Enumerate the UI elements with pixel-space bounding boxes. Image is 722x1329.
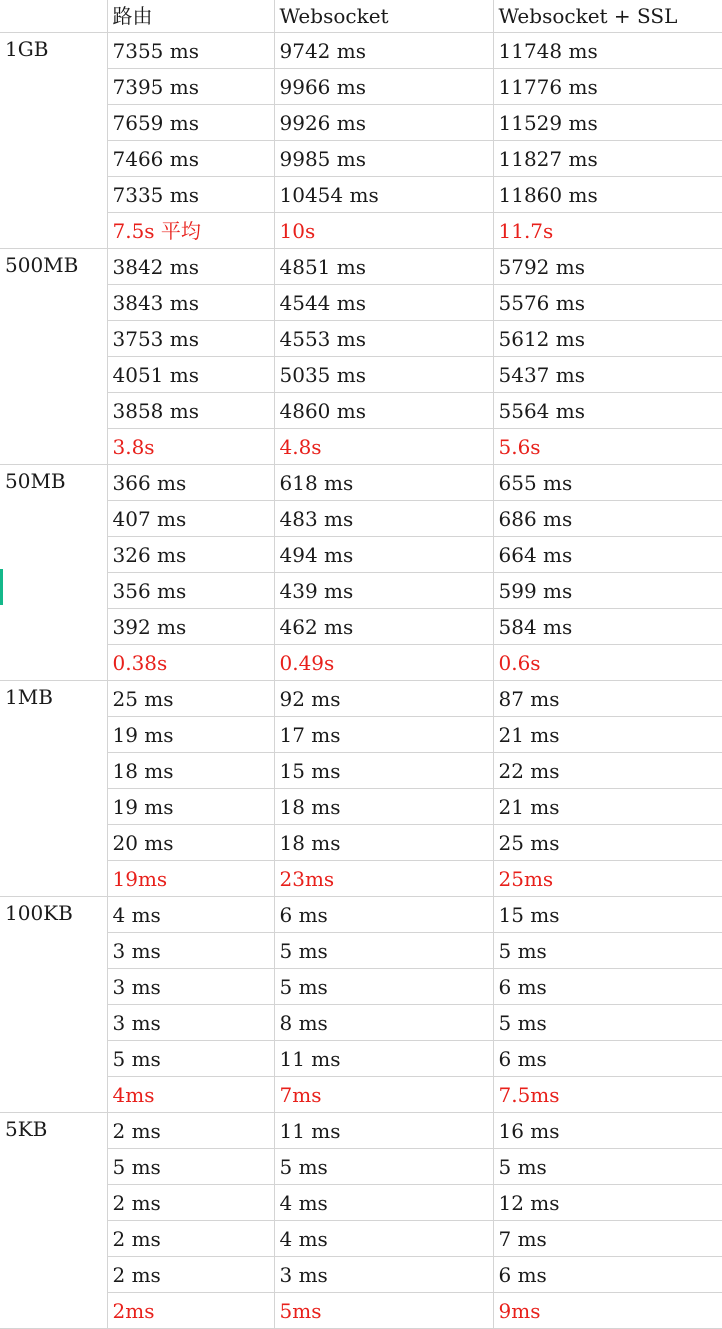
table-row: [0, 609, 722, 645]
table-row: [0, 537, 722, 573]
table-row: [0, 465, 722, 501]
average-row: [0, 645, 722, 681]
average-routing-cell: 4ms: [107, 1077, 274, 1113]
timing-routing-cell: 2 ms: [107, 1185, 274, 1221]
timing-routing-cell: 7335 ms: [107, 177, 274, 213]
table-row: [0, 105, 722, 141]
average-routing-cell: 2ms: [107, 1293, 274, 1329]
timing-websocket-cell: 8 ms: [274, 1005, 493, 1041]
table-row: [0, 1041, 722, 1077]
average-websocket-cell: 5ms: [274, 1293, 493, 1329]
table-row: [0, 249, 722, 285]
timing-websocket-ssl-cell: 6 ms: [493, 1257, 722, 1293]
timing-websocket-cell: 15 ms: [274, 753, 493, 789]
table-row: [0, 285, 722, 321]
timing-websocket-cell: 4 ms: [274, 1221, 493, 1257]
table-row: [0, 1005, 722, 1041]
timing-websocket-ssl-cell: 5 ms: [493, 933, 722, 969]
table-row: [0, 825, 722, 861]
timing-websocket-ssl-cell: 11776 ms: [493, 69, 722, 105]
timing-websocket-ssl-cell: 5612 ms: [493, 321, 722, 357]
table-row: [0, 969, 722, 1005]
timing-websocket-ssl-cell: 12 ms: [493, 1185, 722, 1221]
timing-websocket-ssl-cell: 599 ms: [493, 573, 722, 609]
timing-websocket-ssl-cell: 5437 ms: [493, 357, 722, 393]
timing-routing-cell: 3842 ms: [107, 249, 274, 285]
timing-websocket-cell: 4553 ms: [274, 321, 493, 357]
timing-websocket-ssl-cell: 686 ms: [493, 501, 722, 537]
table-row: [0, 1221, 722, 1257]
timing-websocket-ssl-cell: 21 ms: [493, 717, 722, 753]
table-row: [0, 33, 722, 69]
average-websocket-cell: 0.49s: [274, 645, 493, 681]
average-row: [0, 429, 722, 465]
timing-routing-cell: 2 ms: [107, 1221, 274, 1257]
timing-websocket-ssl-cell: 21 ms: [493, 789, 722, 825]
table-row: [0, 1185, 722, 1221]
timing-routing-cell: 7659 ms: [107, 105, 274, 141]
timing-websocket-ssl-cell: 11529 ms: [493, 105, 722, 141]
timing-websocket-ssl-cell: 11748 ms: [493, 33, 722, 69]
timing-websocket-cell: 4544 ms: [274, 285, 493, 321]
table-row: [0, 933, 722, 969]
timing-routing-cell: 392 ms: [107, 609, 274, 645]
timing-websocket-cell: 11 ms: [274, 1041, 493, 1077]
timing-websocket-cell: 5035 ms: [274, 357, 493, 393]
timing-routing-cell: 7355 ms: [107, 33, 274, 69]
table-row: [0, 357, 722, 393]
timing-websocket-cell: 18 ms: [274, 825, 493, 861]
header-websocket-ssl: Websocket + SSL: [493, 0, 722, 33]
table-row: [0, 717, 722, 753]
timing-websocket-ssl-cell: 5 ms: [493, 1149, 722, 1185]
payload-size-cell: 100KB: [0, 897, 107, 1113]
average-websocket-cell: 23ms: [274, 861, 493, 897]
timing-websocket-cell: 439 ms: [274, 573, 493, 609]
average-row: [0, 1077, 722, 1113]
timing-websocket-cell: 9926 ms: [274, 105, 493, 141]
table-row: [0, 1257, 722, 1293]
average-row: [0, 1293, 722, 1329]
timing-websocket-ssl-cell: 16 ms: [493, 1113, 722, 1149]
timing-websocket-ssl-cell: 584 ms: [493, 609, 722, 645]
timing-websocket-cell: 5 ms: [274, 1149, 493, 1185]
average-routing-cell: 3.8s: [107, 429, 274, 465]
header-corner-cell: [0, 0, 107, 33]
timing-websocket-cell: 9985 ms: [274, 141, 493, 177]
payload-size-cell: 5KB: [0, 1113, 107, 1329]
timing-websocket-cell: 483 ms: [274, 501, 493, 537]
table-row: [0, 897, 722, 933]
table-row: [0, 393, 722, 429]
header-websocket: Websocket: [274, 0, 493, 33]
table-row: [0, 177, 722, 213]
timing-websocket-cell: 5 ms: [274, 933, 493, 969]
average-websocket-ssl-cell: 11.7s: [493, 213, 722, 249]
timing-websocket-cell: 4 ms: [274, 1185, 493, 1221]
average-row: [0, 861, 722, 897]
timing-websocket-ssl-cell: 11860 ms: [493, 177, 722, 213]
timing-websocket-cell: 618 ms: [274, 465, 493, 501]
timing-websocket-cell: 9742 ms: [274, 33, 493, 69]
timing-routing-cell: 7395 ms: [107, 69, 274, 105]
timing-routing-cell: 2 ms: [107, 1257, 274, 1293]
timing-routing-cell: 326 ms: [107, 537, 274, 573]
timing-websocket-cell: 17 ms: [274, 717, 493, 753]
timing-websocket-ssl-cell: 6 ms: [493, 1041, 722, 1077]
payload-size-cell: 1MB: [0, 681, 107, 897]
timing-routing-cell: 5 ms: [107, 1149, 274, 1185]
timing-websocket-ssl-cell: 6 ms: [493, 969, 722, 1005]
timing-websocket-cell: 5 ms: [274, 969, 493, 1005]
timing-routing-cell: 366 ms: [107, 465, 274, 501]
average-websocket-cell: 7ms: [274, 1077, 493, 1113]
timing-routing-cell: 25 ms: [107, 681, 274, 717]
timing-websocket-cell: 4860 ms: [274, 393, 493, 429]
average-websocket-cell: 4.8s: [274, 429, 493, 465]
timing-websocket-cell: 4851 ms: [274, 249, 493, 285]
average-websocket-ssl-cell: 5.6s: [493, 429, 722, 465]
timing-websocket-cell: 11 ms: [274, 1113, 493, 1149]
timing-websocket-ssl-cell: 22 ms: [493, 753, 722, 789]
table-row: [0, 141, 722, 177]
header-routing: 路由: [107, 0, 274, 33]
timing-websocket-ssl-cell: 5 ms: [493, 1005, 722, 1041]
average-routing-cell: 7.5s 平均: [107, 213, 274, 249]
table-row: [0, 1113, 722, 1149]
payload-size-cell: 500MB: [0, 249, 107, 465]
timing-routing-cell: 20 ms: [107, 825, 274, 861]
timing-websocket-ssl-cell: 11827 ms: [493, 141, 722, 177]
timing-websocket-ssl-cell: 15 ms: [493, 897, 722, 933]
timing-websocket-cell: 10454 ms: [274, 177, 493, 213]
timing-routing-cell: 5 ms: [107, 1041, 274, 1077]
table-row: [0, 501, 722, 537]
timing-websocket-cell: 18 ms: [274, 789, 493, 825]
timing-routing-cell: 407 ms: [107, 501, 274, 537]
timing-routing-cell: 3753 ms: [107, 321, 274, 357]
table-row: [0, 321, 722, 357]
timing-routing-cell: 3858 ms: [107, 393, 274, 429]
timing-websocket-cell: 3 ms: [274, 1257, 493, 1293]
timing-websocket-ssl-cell: 5792 ms: [493, 249, 722, 285]
average-websocket-ssl-cell: 7.5ms: [493, 1077, 722, 1113]
table-row: [0, 69, 722, 105]
average-row: [0, 213, 722, 249]
average-routing-cell: 0.38s: [107, 645, 274, 681]
timing-routing-cell: 4051 ms: [107, 357, 274, 393]
timing-websocket-cell: 6 ms: [274, 897, 493, 933]
timing-routing-cell: 3 ms: [107, 969, 274, 1005]
timing-routing-cell: 3 ms: [107, 933, 274, 969]
timing-routing-cell: 19 ms: [107, 789, 274, 825]
timing-websocket-ssl-cell: 7 ms: [493, 1221, 722, 1257]
timing-websocket-ssl-cell: 664 ms: [493, 537, 722, 573]
timing-websocket-ssl-cell: 655 ms: [493, 465, 722, 501]
average-websocket-ssl-cell: 9ms: [493, 1293, 722, 1329]
average-websocket-cell: 10s: [274, 213, 493, 249]
timing-websocket-ssl-cell: 87 ms: [493, 681, 722, 717]
table-row: [0, 573, 722, 609]
payload-size-cell: 50MB: [0, 465, 107, 681]
timing-routing-cell: 18 ms: [107, 753, 274, 789]
timing-websocket-cell: 462 ms: [274, 609, 493, 645]
timing-routing-cell: 4 ms: [107, 897, 274, 933]
timing-routing-cell: 3 ms: [107, 1005, 274, 1041]
timing-routing-cell: 2 ms: [107, 1113, 274, 1149]
timing-routing-cell: 3843 ms: [107, 285, 274, 321]
timing-websocket-cell: 92 ms: [274, 681, 493, 717]
table-row: [0, 681, 722, 717]
timing-websocket-cell: 494 ms: [274, 537, 493, 573]
table-row: [0, 753, 722, 789]
table-row: [0, 789, 722, 825]
timing-websocket-ssl-cell: 25 ms: [493, 825, 722, 861]
timing-routing-cell: 7466 ms: [107, 141, 274, 177]
average-routing-cell: 19ms: [107, 861, 274, 897]
timing-websocket-cell: 9966 ms: [274, 69, 493, 105]
timing-routing-cell: 19 ms: [107, 717, 274, 753]
header-row: [0, 0, 722, 33]
table-row: [0, 1149, 722, 1185]
average-websocket-ssl-cell: 25ms: [493, 861, 722, 897]
timing-routing-cell: 356 ms: [107, 573, 274, 609]
timing-websocket-ssl-cell: 5576 ms: [493, 285, 722, 321]
timing-websocket-ssl-cell: 5564 ms: [493, 393, 722, 429]
average-websocket-ssl-cell: 0.6s: [493, 645, 722, 681]
payload-size-cell: 1GB: [0, 33, 107, 249]
